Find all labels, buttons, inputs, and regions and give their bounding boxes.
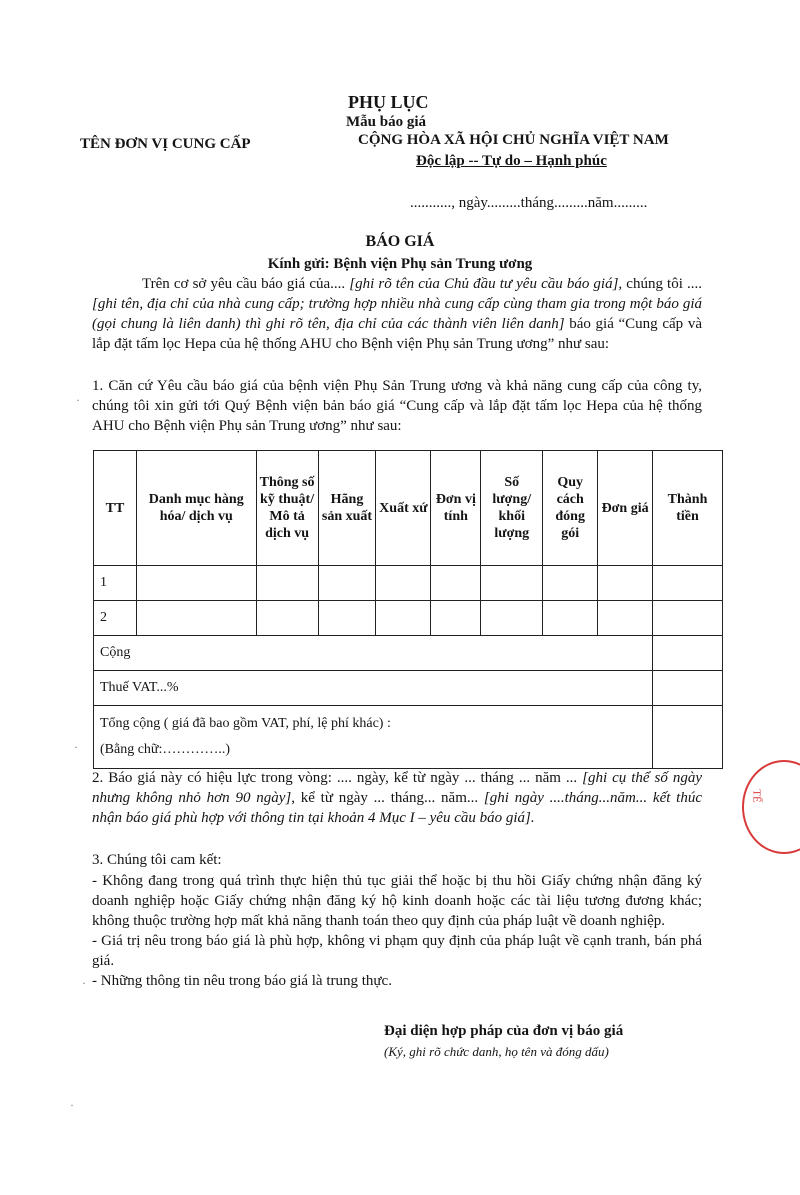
cell-origin [376, 566, 431, 601]
commitment-item: - Giá trị nêu trong báo giá là phù hợp, không vi phạm quy định của pháp luật về cạnh tranh, bán phá giá. [92, 933, 702, 969]
section-3-heading: 3. Chúng tôi cam kết: [92, 852, 222, 868]
grand-total-amount-cell [653, 706, 723, 769]
scan-speck: · [74, 740, 78, 754]
addressee-line: Kính gửi: Bệnh viện Phụ sản Trung ương [267, 256, 533, 272]
col-header-unit-price: Đơn giá [598, 451, 653, 566]
cell-manufacturer [318, 601, 376, 636]
appendix-heading: PHỤ LỤC [348, 92, 429, 112]
national-motto: Độc lập -- Tự do – Hạnh phúc [416, 153, 607, 169]
intro-text-3: báo giá “Cung cấp và lắp đặt tấm lọc Hepa của hệ thống AHU cho Bệnh viện Phụ sản Trung ương” như sau: [92, 316, 702, 352]
intro-text-1: Trên cơ sở yêu cầu báo giá của.... [142, 276, 350, 292]
vat-label: Thuế VAT...% [94, 671, 653, 706]
scan-speck: · [76, 393, 80, 407]
col-header-quantity: Số lượng/ khối lượng [481, 451, 543, 566]
sum-label: Cộng [94, 636, 653, 671]
cell-packing [543, 566, 598, 601]
col-header-manufacturer: Hãng sản xuất [318, 451, 376, 566]
cell-unit-price [598, 601, 653, 636]
stamp-text: TẾ [750, 789, 763, 803]
commitment-item: - Những thông tin nêu trong báo giá là trung thực. [92, 973, 392, 989]
template-heading: Mẫu báo giá [346, 114, 427, 130]
intro-placeholder-1: [ghi rõ tên của Chủ đầu tư yêu cầu báo giá], [349, 276, 623, 292]
cell-amount [653, 601, 723, 636]
row-index: 1 [94, 566, 137, 601]
document-title: BÁO GIÁ [365, 233, 435, 250]
commitment-list [92, 871, 702, 991]
col-header-specs: Thông số kỹ thuật/ Mô tả dịch vụ [256, 451, 318, 566]
table-header-row [94, 451, 723, 566]
cell-item [136, 566, 256, 601]
cell-unit [431, 566, 481, 601]
sum-amount-cell [653, 636, 723, 671]
amount-in-words-label: (Bằng chữ:…………..) [100, 742, 231, 757]
cell-item [136, 601, 256, 636]
sum-row [94, 636, 723, 671]
col-header-item: Danh mục hàng hóa/ dịch vụ [136, 451, 256, 566]
cell-amount [653, 566, 723, 601]
cell-specs [256, 601, 318, 636]
date-line: ..........., ngày.........tháng.........năm......... [410, 195, 648, 211]
table-row [94, 601, 723, 636]
grand-total-label: Tổng cộng ( giá đã bao gồm VAT, phí, lệ phí khác) : [100, 716, 391, 731]
quotation-table [93, 450, 723, 769]
intro-placeholder-2: [ghi tên, địa chỉ của nhà cung cấp; trường hợp nhiều nhà cung cấp cùng tham gia trong một báo giá (gọi chung là liên danh) thì ghi rõ tên, địa chỉ của các thành viên liên danh] [92, 296, 702, 332]
cell-quantity [481, 601, 543, 636]
validity-text-2: , kể từ ngày ... tháng... năm... [291, 790, 484, 806]
table-row [94, 566, 723, 601]
cell-packing [543, 601, 598, 636]
supplier-name-label: TÊN ĐƠN VỊ CUNG CẤP [80, 136, 251, 152]
col-header-origin: Xuất xứ [376, 451, 431, 566]
signature-title: Đại diện hợp pháp của đơn vị báo giá [384, 1023, 624, 1039]
vat-amount-cell [653, 671, 723, 706]
section-1-paragraph: 1. Căn cứ Yêu cầu báo giá của bệnh viện Phụ Sản Trung ương và khả năng cung cấp của công ty, chúng tôi xin gửi tới Quý Bệnh viện bản báo giá “Cung cấp và lắp đặt tấm lọc Hepa của hệ thống AHU cho Bệnh viện Phụ sản Trung ương” như sau: [92, 378, 702, 434]
signature-note: (Ký, ghi rõ chức danh, họ tên và đóng dấu) [384, 1044, 609, 1059]
col-header-amount: Thành tiền [653, 451, 723, 566]
cell-specs [256, 566, 318, 601]
validity-placeholder-1: [ghi cụ thể số ngày nhưng không nhỏ hơn 90 ngày] [92, 770, 702, 806]
section-2-paragraph [92, 768, 702, 828]
col-header-packing: Quy cách đóng gói [543, 451, 598, 566]
commitment-item: - Không đang trong quá trình thực hiện thủ tục giải thể hoặc bị thu hồi Giấy chứng nhận đăng ký doanh nghiệp hoặc Giấy chứng nhận đăng ký hộ kinh doanh hoặc các tài liệu tương đương khác; không thuộc trường hợp mất khả năng thanh toán theo quy định của pháp luật về doanh nghiệp. [92, 873, 702, 929]
cell-unit [431, 601, 481, 636]
national-title: CỘNG HÒA XÃ HỘI CHỦ NGHĨA VIỆT NAM [358, 132, 669, 148]
validity-text-1: 2. Báo giá này có hiệu lực trong vòng: .... ngày, kể từ ngày ... tháng ... năm ... [92, 770, 583, 786]
validity-placeholder-2: [ghi ngày ....tháng...năm... kết thúc nhận báo giá phù hợp với thông tin tại khoản 4 Mục I – yêu cầu báo giá]. [92, 790, 702, 826]
grand-total-cell [94, 706, 653, 769]
grand-total-row [94, 706, 723, 769]
cell-manufacturer [318, 566, 376, 601]
row-index: 2 [94, 601, 137, 636]
cell-quantity [481, 566, 543, 601]
intro-text-2: chúng tôi .... [622, 276, 702, 292]
col-header-unit: Đơn vị tính [431, 451, 481, 566]
red-stamp-edge [742, 760, 800, 854]
scan-speck: · [82, 976, 86, 990]
vat-row [94, 671, 723, 706]
cell-origin [376, 601, 431, 636]
col-header-index: TT [94, 451, 137, 566]
scan-speck: · [70, 1098, 74, 1112]
intro-paragraph [92, 274, 702, 354]
cell-unit-price [598, 566, 653, 601]
